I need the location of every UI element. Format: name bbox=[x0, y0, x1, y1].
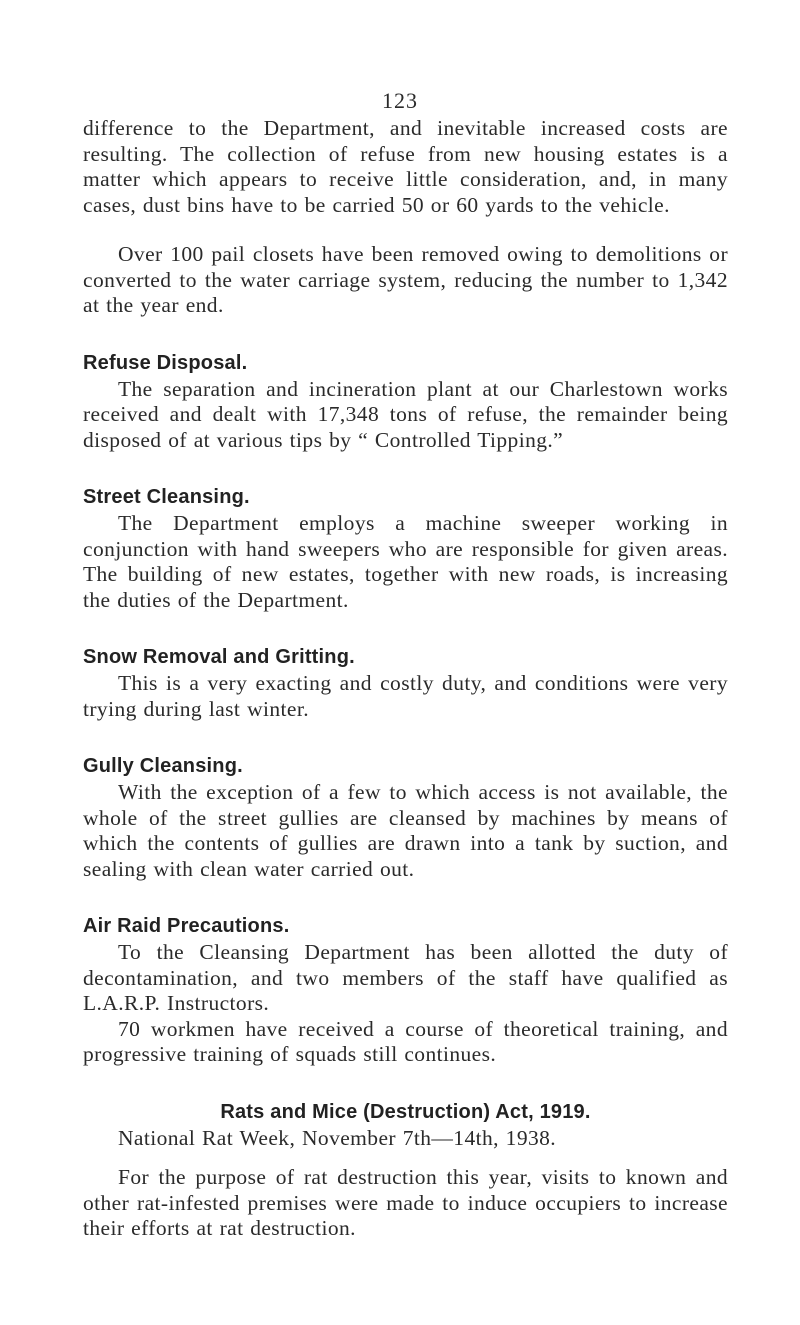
section-refuse-disposal bbox=[83, 352, 728, 454]
heading-air-raid-precautions: Air Raid Precautions. bbox=[83, 915, 290, 937]
paragraph-pail-closets: Over 100 pail closets have been removed owing to demolitions or converted to the water carriage system, reducing the number to 1,342 at the year end. bbox=[83, 242, 728, 317]
paragraph-rat-week: National Rat Week, November 7th—14th, 1938. bbox=[118, 1125, 557, 1150]
heading-snow-removal: Snow Removal and Gritting. bbox=[83, 646, 355, 668]
page-number: 123 bbox=[382, 88, 418, 113]
section-air-raid-precautions bbox=[83, 915, 728, 1068]
section-rats-and-mice bbox=[83, 1101, 728, 1242]
section-gully-cleansing bbox=[83, 755, 728, 882]
paragraph-gully-cleansing: With the exception of a few to which access is not available, the whole of the street gullies are cleansed by machines by means of which the contents of gullies are drawn into a tank by suction, and sealing with clean water carried out. bbox=[83, 780, 728, 881]
heading-gully-cleansing: Gully Cleansing. bbox=[83, 755, 243, 777]
section-street-cleansing bbox=[83, 486, 728, 613]
section-snow-removal bbox=[83, 646, 728, 722]
paragraph-street-cleansing: The Department employs a machine sweeper working in conjunction with hand sweepers who are responsible for given areas. The building of new estates, together with new roads, is increasing the duties of the Department. bbox=[83, 511, 728, 612]
paragraph-refuse-disposal: The separation and incineration plant at our Charlestown works received and dealt with 17,348 tons of refuse, the remainder being disposed of at various tips by “ Controlled Tipping.” bbox=[83, 376, 728, 452]
paragraph-snow-removal: This is a very exacting and costly duty, and conditions were very trying during last winter. bbox=[83, 671, 728, 721]
paragraph-air-raid-training: 70 workmen have received a course of theoretical training, and progressive training of squads still continues. bbox=[83, 1016, 728, 1066]
heading-refuse-disposal: Refuse Disposal. bbox=[83, 351, 248, 374]
paragraph-refuse-collection: difference to the Department, and inevitable increased costs are resulting. The collection of refuse from new housing estates is a matter which appears to receive little consideration, and, in many cases, dust bins have to be carried 50 or 60 yards to the vehicle. bbox=[83, 116, 728, 217]
paragraph-rat-destruction: For the purpose of rat destruction this year, visits to known and other rat-infested premises were made to induce occupiers to increase their efforts at rat destruction. bbox=[83, 1165, 728, 1240]
document-body bbox=[83, 88, 728, 1242]
paragraph-air-raid-duty: To the Cleansing Department has been allotted the duty of decontamination, and two members of the staff have qualified as L.A.R.P. Instructors. bbox=[83, 940, 728, 1015]
heading-rats-and-mice-act: Rats and Mice (Destruction) Act, 1919. bbox=[220, 1100, 591, 1123]
heading-street-cleansing: Street Cleansing. bbox=[83, 486, 250, 508]
